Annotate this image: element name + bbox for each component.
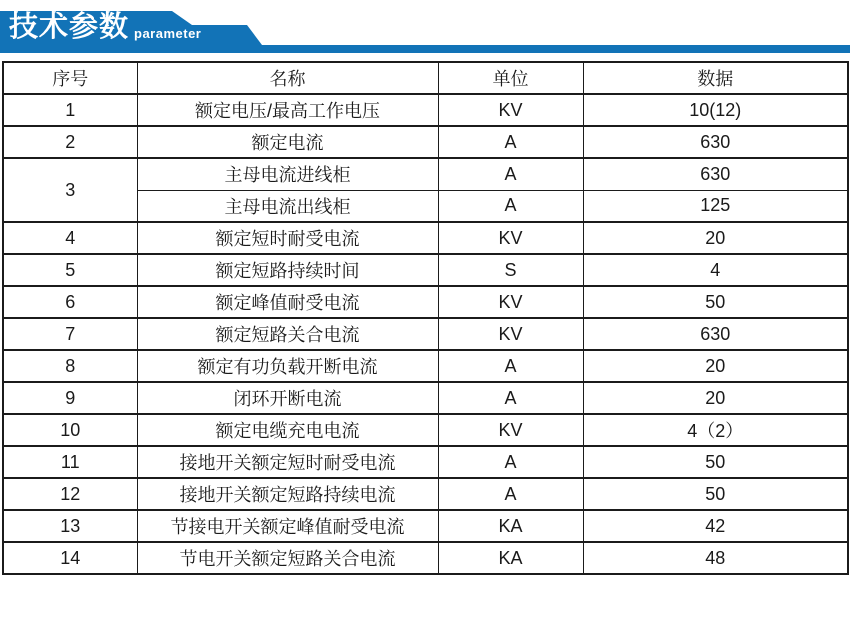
cell-name: 主母电流出线柜 (137, 190, 438, 222)
cell-unit: KV (438, 414, 583, 446)
cell-no: 2 (3, 126, 137, 158)
cell-value: 630 (583, 126, 848, 158)
cell-unit: A (438, 126, 583, 158)
cell-unit: A (438, 478, 583, 510)
cell-unit: KA (438, 542, 583, 574)
table-row (3, 254, 848, 286)
cell-value: 10(12) (583, 94, 848, 126)
cell-value: 50 (583, 478, 848, 510)
header-value: 数据 (583, 62, 848, 94)
cell-name: 额定有功负载开断电流 (137, 350, 438, 382)
table-row (3, 286, 848, 318)
cell-no: 10 (3, 414, 137, 446)
header-name: 名称 (137, 62, 438, 94)
cell-no: 4 (3, 222, 137, 254)
cell-name: 额定电流 (137, 126, 438, 158)
cell-name: 节电开关额定短路关合电流 (137, 542, 438, 574)
table-row (3, 382, 848, 414)
cell-unit: KV (438, 94, 583, 126)
cell-value: 630 (583, 318, 848, 350)
banner-title: 技术参数 (9, 11, 130, 43)
cell-value: 48 (583, 542, 848, 574)
cell-unit: A (438, 158, 583, 190)
cell-value: 50 (583, 446, 848, 478)
cell-value: 4（2） (583, 414, 848, 446)
cell-name: 额定短时耐受电流 (137, 222, 438, 254)
table-row (3, 446, 848, 478)
cell-unit: S (438, 254, 583, 286)
cell-no: 12 (3, 478, 137, 510)
table-row (3, 350, 848, 382)
cell-unit: A (438, 382, 583, 414)
cell-no: 3 (3, 158, 137, 222)
cell-unit: KV (438, 318, 583, 350)
header-unit: 单位 (438, 62, 583, 94)
cell-name: 额定短路关合电流 (137, 318, 438, 350)
cell-name: 额定电压/最高工作电压 (137, 94, 438, 126)
section-banner (0, 0, 850, 54)
cell-value: 20 (583, 382, 848, 414)
cell-value: 20 (583, 350, 848, 382)
cell-name: 额定电缆充电电流 (137, 414, 438, 446)
table-row (3, 126, 848, 158)
cell-unit: KV (438, 286, 583, 318)
cell-value: 125 (583, 190, 848, 222)
cell-no: 9 (3, 382, 137, 414)
cell-unit: A (438, 190, 583, 222)
table-row (3, 414, 848, 446)
table-row (3, 542, 848, 574)
banner-subtitle: parameter (134, 26, 202, 41)
cell-value: 4 (583, 254, 848, 286)
parameters-table (2, 61, 849, 575)
cell-name: 闭环开断电流 (137, 382, 438, 414)
cell-no: 13 (3, 510, 137, 542)
cell-value: 630 (583, 158, 848, 190)
cell-unit: KA (438, 510, 583, 542)
cell-unit: KV (438, 222, 583, 254)
cell-name: 额定峰值耐受电流 (137, 286, 438, 318)
cell-unit: A (438, 350, 583, 382)
table-row (3, 478, 848, 510)
cell-value: 50 (583, 286, 848, 318)
cell-value: 20 (583, 222, 848, 254)
cell-name: 节接电开关额定峰值耐受电流 (137, 510, 438, 542)
cell-no: 6 (3, 286, 137, 318)
cell-no: 8 (3, 350, 137, 382)
cell-no: 5 (3, 254, 137, 286)
header-no: 序号 (3, 62, 137, 94)
cell-value: 42 (583, 510, 848, 542)
table-row (3, 222, 848, 254)
table-row (3, 158, 848, 190)
cell-name: 主母电流进线柜 (137, 158, 438, 190)
cell-no: 11 (3, 446, 137, 478)
cell-no: 1 (3, 94, 137, 126)
cell-unit: A (438, 446, 583, 478)
cell-no: 7 (3, 318, 137, 350)
table-row (3, 94, 848, 126)
table-row (3, 318, 848, 350)
cell-name: 额定短路持续时间 (137, 254, 438, 286)
table-row (3, 510, 848, 542)
cell-no: 14 (3, 542, 137, 574)
cell-name: 接地开关额定短路持续电流 (137, 478, 438, 510)
cell-name: 接地开关额定短时耐受电流 (137, 446, 438, 478)
table-header-row (3, 62, 848, 94)
